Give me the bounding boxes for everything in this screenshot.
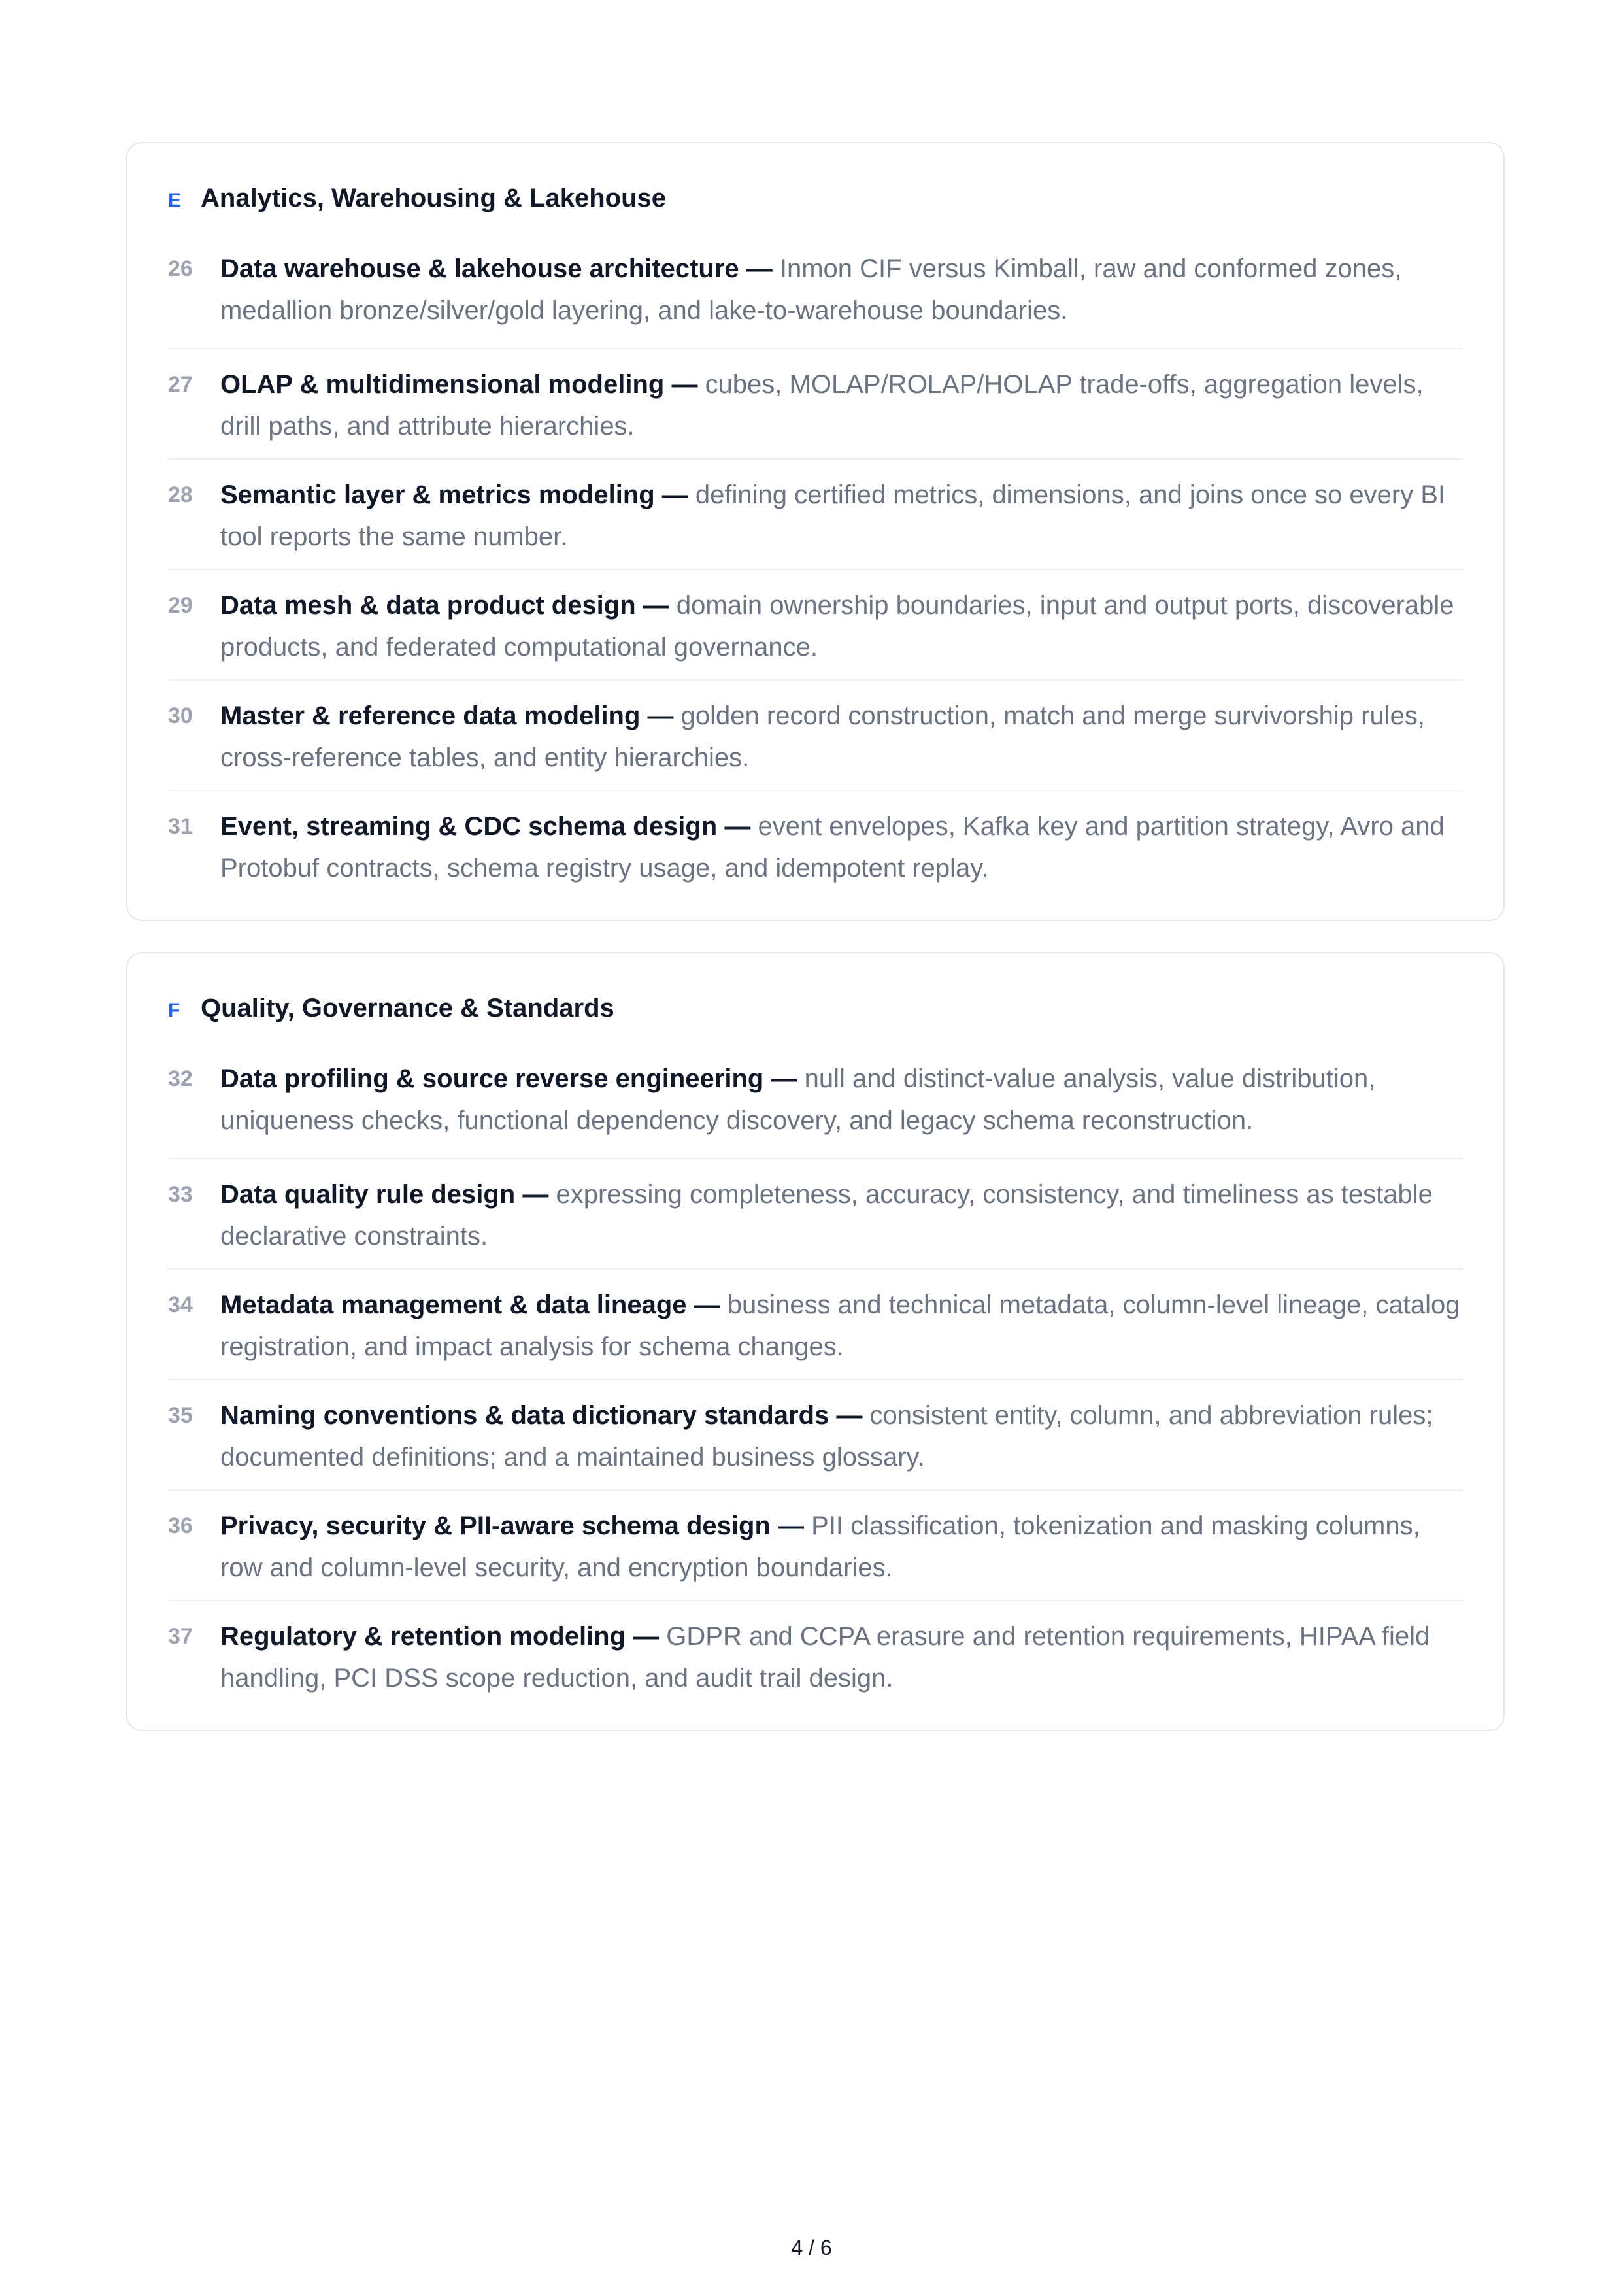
item-text	[220, 1173, 1463, 1257]
section-header	[168, 184, 1463, 223]
item-text	[220, 1615, 1463, 1699]
item-separator: —	[717, 812, 758, 841]
item-title: Privacy, security & PII-aware schema design	[220, 1511, 771, 1540]
section-quality-governance	[126, 952, 1505, 1731]
item-title: Data warehouse & lakehouse architecture	[220, 254, 739, 283]
item-separator: —	[686, 1291, 728, 1319]
item-number: 29	[168, 593, 193, 618]
section-letter: E	[168, 190, 182, 211]
section-item-list	[168, 239, 1463, 902]
item-number: 31	[168, 814, 193, 839]
list-item	[168, 681, 1463, 791]
item-description: expressing completeness, accuracy, consistency, and timeliness as testable declarative constraints.	[220, 1180, 1433, 1251]
list-item	[168, 1159, 1463, 1270]
item-title: OLAP & multidimensional modeling	[220, 370, 665, 399]
item-number: 27	[168, 372, 193, 397]
item-text	[220, 474, 1463, 558]
item-description: domain ownership boundaries, input and output ports, discoverable products, and federated computational governance.	[220, 591, 1454, 662]
list-item	[168, 460, 1463, 570]
item-separator: —	[626, 1622, 667, 1651]
section-header	[168, 994, 1463, 1033]
item-text	[220, 695, 1463, 779]
item-title: Data quality rule design	[220, 1180, 516, 1209]
list-item	[168, 791, 1463, 902]
list-item	[168, 239, 1463, 349]
list-item	[168, 1049, 1463, 1159]
item-title: Data mesh & data product design	[220, 591, 636, 620]
item-title: Master & reference data modeling	[220, 701, 641, 730]
item-description: Inmon CIF versus Kimball, raw and conformed zones, medallion bronze/silver/gold layering, and lake-to-warehouse boundaries.	[220, 254, 1402, 325]
item-text	[220, 1394, 1463, 1478]
item-number: 37	[168, 1624, 193, 1649]
item-text	[220, 248, 1463, 331]
item-number: 28	[168, 482, 193, 507]
item-separator: —	[640, 701, 681, 730]
item-number: 26	[168, 256, 193, 281]
item-description: cubes, MOLAP/ROLAP/HOLAP trade-offs, aggregation levels, drill paths, and attribute hierarchies.	[220, 370, 1424, 441]
item-separator: —	[829, 1401, 870, 1430]
item-text	[220, 1058, 1463, 1141]
item-separator: —	[515, 1180, 556, 1209]
list-item	[168, 570, 1463, 681]
item-separator: —	[763, 1064, 805, 1093]
item-description: consistent entity, column, and abbreviation rules; documented definitions; and a maintained business glossary.	[220, 1401, 1433, 1472]
item-number: 30	[168, 703, 193, 728]
item-description: event envelopes, Kafka key and partition strategy, Avro and Protobuf contracts, schema registry usage, and idempotent replay.	[220, 812, 1445, 883]
item-number: 35	[168, 1403, 193, 1428]
item-title: Semantic layer & metrics modeling	[220, 481, 655, 509]
section-title: Analytics, Warehousing & Lakehouse	[201, 184, 667, 212]
item-description: golden record construction, match and merge survivorship rules, cross-reference tables, and entity hierarchies.	[220, 701, 1425, 772]
list-item	[168, 1380, 1463, 1491]
item-number: 34	[168, 1292, 193, 1317]
item-title: Regulatory & retention modeling	[220, 1622, 626, 1651]
item-separator: —	[770, 1511, 812, 1540]
item-title: Metadata management & data lineage	[220, 1291, 687, 1319]
list-item	[168, 1601, 1463, 1712]
section-letter: F	[168, 1000, 180, 1021]
item-title: Naming conventions & data dictionary standards	[220, 1401, 829, 1430]
section-title: Quality, Governance & Standards	[201, 994, 614, 1022]
list-item	[168, 1270, 1463, 1380]
item-number: 36	[168, 1513, 193, 1538]
item-description: GDPR and CCPA erasure and retention requirements, HIPAA field handling, PCI DSS scope reduction, and audit trail design.	[220, 1622, 1430, 1693]
item-separator: —	[739, 254, 780, 283]
item-text	[220, 584, 1463, 668]
item-separator: —	[664, 370, 705, 399]
item-text	[220, 1284, 1463, 1368]
item-text	[220, 363, 1463, 447]
item-title: Data profiling & source reverse engineering	[220, 1064, 764, 1093]
page-number: 4 / 6	[791, 2236, 832, 2259]
item-number: 33	[168, 1182, 193, 1207]
section-item-list	[168, 1049, 1463, 1712]
item-description: defining certified metrics, dimensions, and joins once so every BI tool reports the same number.	[220, 481, 1446, 551]
item-description: PII classification, tokenization and masking columns, row and column-level security, and encryption boundaries.	[220, 1511, 1420, 1582]
item-separator: —	[654, 481, 695, 509]
item-separator: —	[635, 591, 677, 620]
item-title: Event, streaming & CDC schema design	[220, 812, 718, 841]
list-item	[168, 349, 1463, 460]
item-text	[220, 1505, 1463, 1589]
item-number: 32	[168, 1066, 193, 1091]
list-item	[168, 1491, 1463, 1601]
item-description: null and distinct-value analysis, value distribution, uniqueness checks, functional dependency discovery, and legacy schema reconstruction.	[220, 1064, 1376, 1135]
section-analytics-warehousing	[126, 142, 1505, 921]
item-text	[220, 805, 1463, 889]
item-description: business and technical metadata, column-level lineage, catalog registration, and impact analysis for schema changes.	[220, 1291, 1460, 1361]
